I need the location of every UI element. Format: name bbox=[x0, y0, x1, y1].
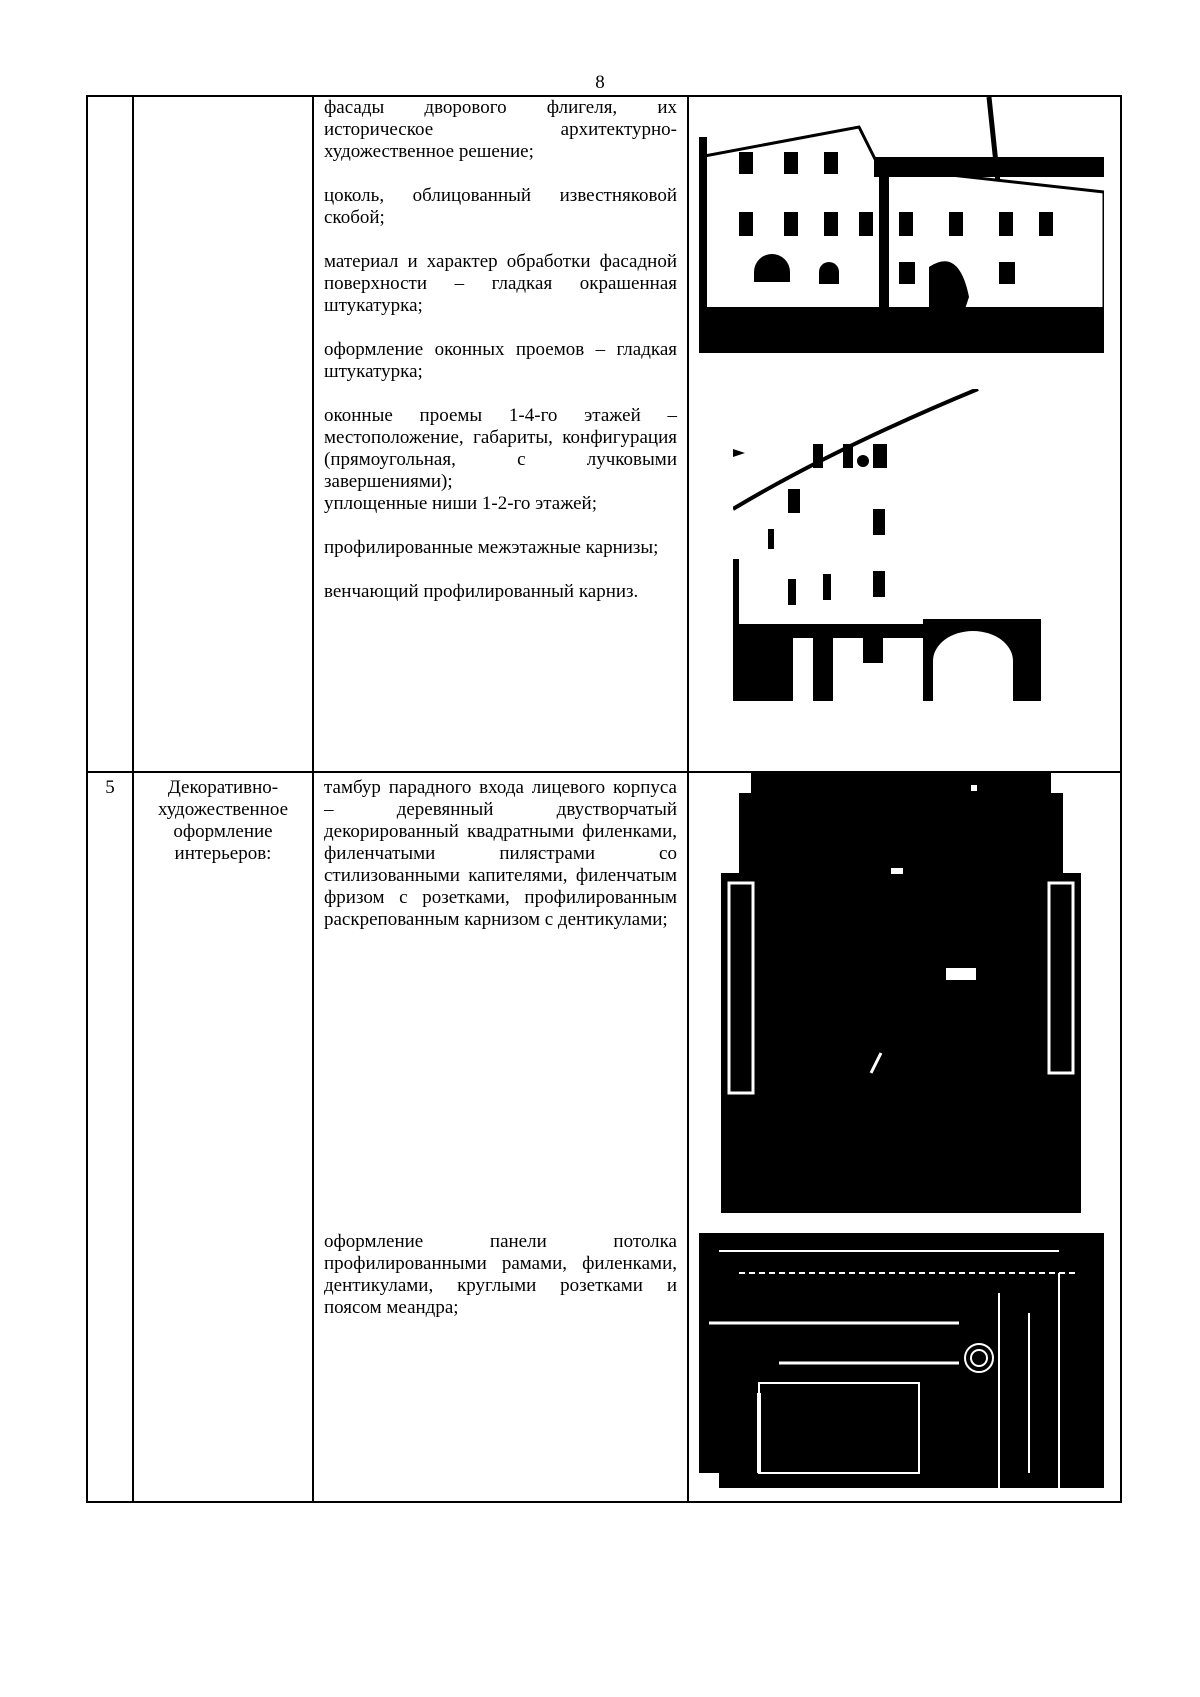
description-item: профилированные межэтажные карнизы; bbox=[324, 537, 659, 558]
description-item: оформление оконных проемов – гладкая штукатурка; bbox=[324, 339, 677, 382]
photo-cell bbox=[688, 772, 1121, 1502]
description-item: фасады дворового флигеля, их историческое архитектурно-художественное решение; bbox=[324, 97, 677, 162]
page-number: 8 bbox=[595, 72, 605, 93]
protected-elements-table bbox=[86, 95, 1122, 1503]
description-item: венчающий профилированный карниз. bbox=[324, 581, 639, 602]
photo-courtyard-angle bbox=[733, 389, 1041, 701]
description-item: цоколь, облицованный известняковой скобой; bbox=[324, 185, 677, 228]
description-item: тамбур парадного входа лицевого корпуса – деревянный двустворчатый декорированный квадратными филенками, филенчатыми пилястрами со стилизованными капителями, филенчатым фризом с розетками, профилированным раскрепованным карнизом с дентикулами; bbox=[324, 777, 677, 930]
description-cell bbox=[313, 96, 688, 772]
description-item: оформление панели потолка профилированными рамами, филенками, дентикулами, круглыми розетками и поясом меандра; bbox=[324, 1231, 677, 1318]
photo-vestibule-door bbox=[721, 773, 1081, 1213]
description-item: материал и характер обработки фасадной поверхности – гладкая окрашенная штукатурка; bbox=[324, 251, 677, 316]
name-cell bbox=[133, 96, 313, 772]
description-cell bbox=[313, 772, 688, 1502]
number-cell: 5 bbox=[87, 772, 133, 1502]
description-item: оконные проемы 1-4-го этажей – местоположение, габариты, конфигурация (прямоугольная, с лучковыми завершениями); bbox=[324, 405, 677, 492]
photo-courtyard-facade bbox=[699, 97, 1104, 353]
number-cell bbox=[87, 96, 133, 772]
photo-cell bbox=[688, 96, 1121, 772]
name-cell: Декоративно-художественное оформление интерьеров: bbox=[133, 772, 313, 1502]
table-row-continued bbox=[87, 96, 1121, 772]
table-row-5 bbox=[87, 772, 1121, 1502]
photo-ceiling-panel bbox=[699, 1233, 1104, 1488]
description-item: уплощенные ниши 1-2-го этажей; bbox=[324, 493, 597, 514]
